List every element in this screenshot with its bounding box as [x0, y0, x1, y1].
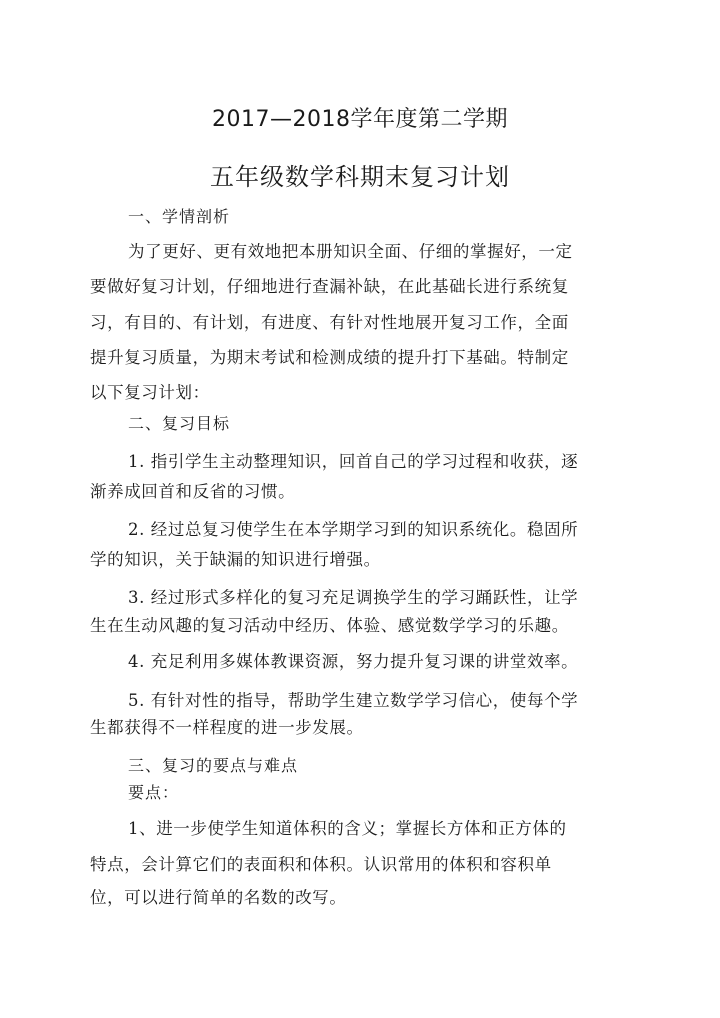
subheading-keypoints: 要点：	[128, 783, 180, 802]
keypoint-line: 位，可以进行简单的名数的改写。	[90, 888, 347, 907]
paragraph-line: 以下复习计划：	[90, 383, 210, 402]
paragraph-line: 要做好复习计划，仔细地进行查漏补缺，在此基础长进行系统复	[90, 277, 569, 296]
paragraph-line: 提升复习质量，为期末考试和检测成绩的提升打下基础。特制定	[90, 348, 569, 367]
section-heading-keypoints: 三、复习的要点与难点	[128, 756, 299, 775]
paragraph-line: 习，有目的、有计划，有进度、有针对性地展开复习工作，全面	[90, 313, 569, 332]
keypoint-line: 特点，会计算它们的表面积和体积。认识常用的体积和容积单	[90, 855, 552, 874]
goal-line: 学的知识，关于缺漏的知识进行增强。	[90, 550, 381, 569]
document-title-plan: 五年级数学科期末复习计划	[210, 163, 510, 191]
goal-line: 4. 充足利用多媒体教课资源，努力提升复习课的讲堂效率。	[128, 652, 579, 671]
document-title-year: 2017—2018学年度第二学期	[212, 107, 508, 132]
goal-line: 2. 经过总复习使学生在本学期学习到的知识系统化。稳固所	[128, 520, 579, 539]
section-heading-goals: 二、复习目标	[128, 414, 231, 433]
goal-line: 3. 经过形式多样化的复习充足调换学生的学习踊跃性，让学	[128, 588, 579, 607]
keypoint-line: 1、进一步使学生知道体积的含义；掌握长方体和正方体的	[128, 819, 567, 838]
goal-line: 1. 指引学生主动整理知识，回首自己的学习过程和收获，逐	[128, 452, 579, 471]
goal-line: 渐养成回首和反省的习惯。	[90, 482, 296, 501]
goal-line: 生在生动风趣的复习活动中经历、体验、感觉数学学习的乐趣。	[90, 616, 569, 635]
section-heading-analysis: 一、学情剖析	[128, 207, 231, 226]
paragraph-line: 为了更好、更有效地把本册知识全面、仔细的掌握好，一定	[128, 242, 573, 261]
goal-line: 5. 有针对性的指导，帮助学生建立数学学习信心，使每个学	[128, 691, 579, 710]
goal-line: 生都获得不一样程度的进一步发展。	[90, 718, 364, 737]
